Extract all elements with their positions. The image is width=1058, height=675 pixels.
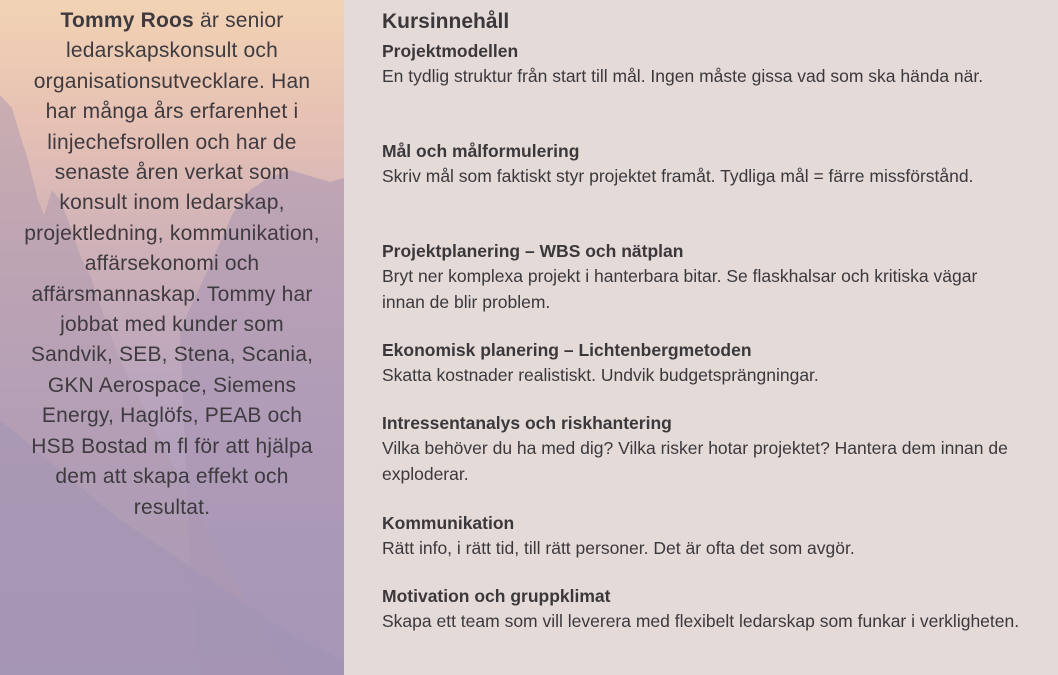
bio-name: Tommy Roos xyxy=(60,9,194,32)
section-description: En tydlig struktur från start till mål. Ingen måste gissa vad som ska hända när. xyxy=(382,66,984,86)
section-title: Intressentanalys och riskhantering xyxy=(382,413,672,433)
section-description: Bryt ner komplexa projekt i hanterbara bitar. Se flaskhalsar och kritiska vägar innan de blir problem. xyxy=(382,266,978,312)
course-content-heading: Kursinnehåll xyxy=(382,10,510,33)
section-kommunikation xyxy=(382,511,1022,562)
section-description: Skatta kostnader realistiskt. Undvik budgetsprängningar. xyxy=(382,365,819,385)
section-description: Skriv mål som faktiskt styr projektet framåt. Tydliga mål = färre missförstånd. xyxy=(382,166,974,186)
section-description: Rätt info, i rätt tid, till rätt personer. Det är ofta det som avgör. xyxy=(382,538,855,558)
course-content-panel xyxy=(344,0,1058,675)
section-title: Projektmodellen xyxy=(382,41,519,61)
bio-panel xyxy=(0,0,344,675)
section-intressentanalys xyxy=(382,411,1022,487)
section-title: Projektplanering – WBS och nätplan xyxy=(382,241,684,261)
section-title: Mål och målformulering xyxy=(382,141,580,161)
section-description: Vilka behöver du ha med dig? Vilka risker hotar projektet? Hantera dem innan de exploderar. xyxy=(382,438,1008,484)
section-title: Motivation och gruppklimat xyxy=(382,586,611,606)
section-projektplanering xyxy=(382,239,1022,315)
section-ekonomisk-planering xyxy=(382,338,1022,389)
bio-text xyxy=(18,6,326,523)
section-projektmodellen xyxy=(382,39,1022,90)
bio-description: är senior ledarskapskonsult och organisationsutvecklare. Han har många års erfarenhet i linjechefsrollen och har de senaste åren verkat som konsult inom ledarskap, projektledning, kommunikation, affärsekonomi och affärsmannaskap. Tommy har jobbat med kunder som Sandvik, SEB, Stena, Scania, GKN Aerospace, Siemens Energy, Haglöfs, PEAB och HSB Bostad m fl för att hjälpa dem att skapa effekt och resultat. xyxy=(24,9,320,519)
section-motivation xyxy=(382,584,1022,635)
section-description: Skapa ett team som vill leverera med flexibelt ledarskap som funkar i verkligheten. xyxy=(382,611,1020,631)
section-title: Kommunikation xyxy=(382,513,515,533)
section-title: Ekonomisk planering – Lichtenbergmetoden xyxy=(382,340,752,360)
section-mal xyxy=(382,139,1022,190)
